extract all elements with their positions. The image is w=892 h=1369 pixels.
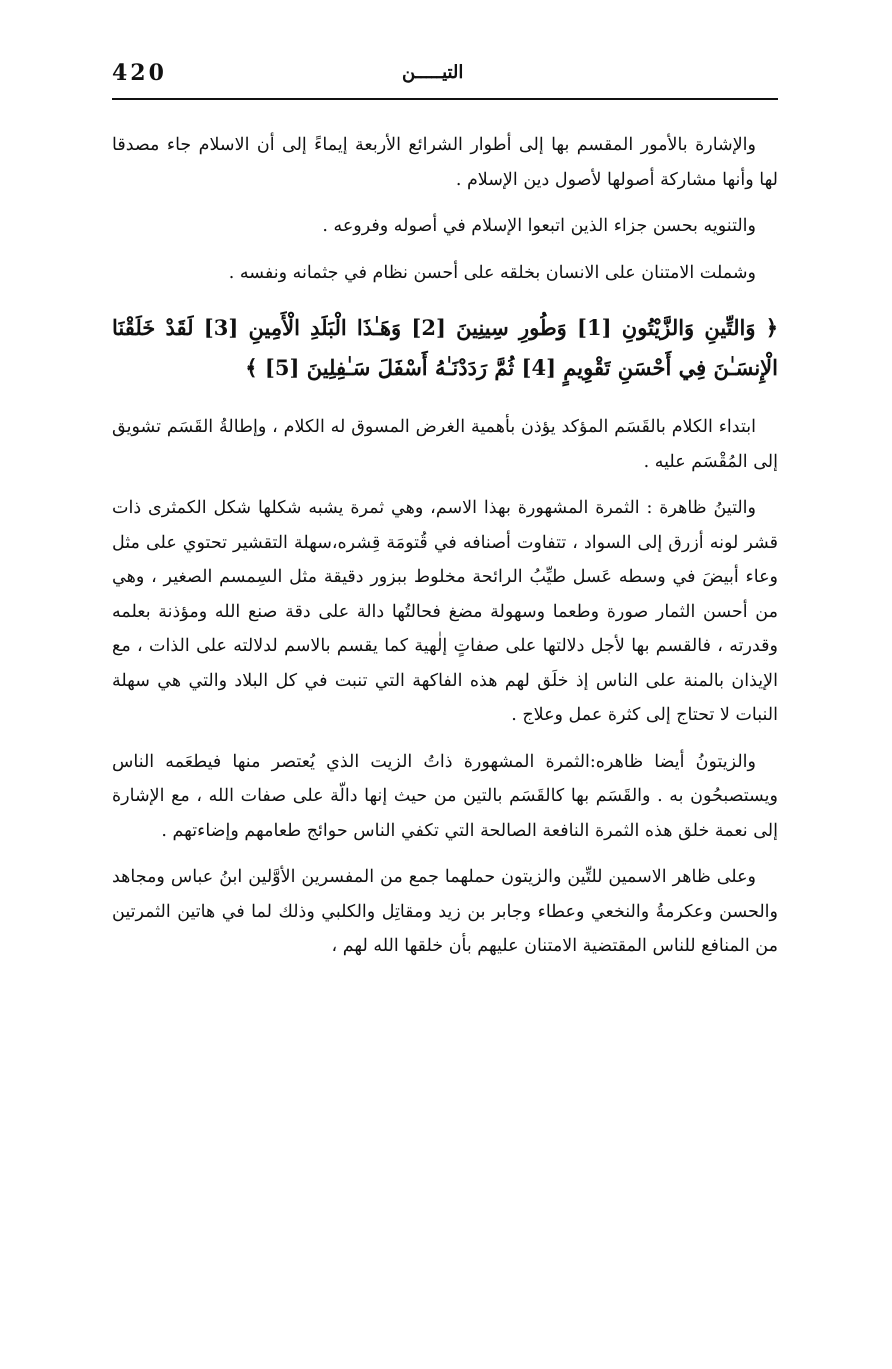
paragraph-4: ابتداء الكلام بالقَسَم المؤكد يؤذن بأهمية الغرض المسوق له الكلام ، وإطالةُ القَسَم تشويق إلى المُقْسَم عليه . — [112, 417, 778, 472]
page-body — [112, 128, 778, 976]
page-header — [112, 58, 778, 100]
paragraph-2: والتنويه بحسن جزاء الذين اتبعوا الإسلام في أصوله وفروعه . — [322, 216, 756, 236]
running-title: التيـــــن — [402, 62, 464, 83]
page-number: 420 — [112, 60, 167, 86]
quran-verses: ﴿ وَالتِّينِ وَالزَّيْتُونِ [1] وَطُورِ سِينِينَ [2] وَهَـٰذَا الْبَلَدِ الْأَمِينِ [3] لَقَدْ خَلَقْنَا الْإِنسَـٰنَ فِي أَحْسَنِ تَقْوِيمٍ [4] ثُمَّ رَدَدْنَـٰهُ أَسْفَلَ سَـٰفِلِينَ [5] ﴾ — [112, 315, 778, 380]
paragraph-1: والإشارة بالأمور المقسم بها إلى أطوار الشرائع الأربعة إيماءً إلى أن الاسلام جاء مصدقا لها وأنها مشاركة أصولها لأصول دين الإسلام . — [112, 135, 778, 190]
paragraph-5: والتينُ ظاهرة : الثمرة المشهورة بهذا الاسم، وهي ثمرة يشبه شكلها شكل الكمثرى ذات قشر لونه أزرق إلى السواد ، تتفاوت أصنافه في قُتومَة قِشره،سهلة التقشير تحتوي على مثل وعاء أبيضَ في وسطه عَسل طيِّبُ الرائحة مخلوط ببزور دقيقة مثل السِمسم الصغير ، وهي من أحسن الثمار صورة وطعما وسهولة مضغ فحالتُها دالة على دقة صنع الله ومؤذنة بعلمه وقدرته ، فالقسم بها لأجل دلالتها على صفاتٍ إلٰهية كما يقسم بالاسم لدلالته على الذات ، مع الإيذان بالمنة على الناس إذ خلَق لهم هذه الفاكهة التي تنبت في كل البلاد والتي هي سهلة النبات لا تحتاج إلى كثرة عمل وعلاج . — [112, 498, 778, 725]
paragraph-7: وعلى ظاهر الاسمين للتِّين والزيتون حملهما جمع من المفسرين الأوَّلين ابنُ عباس ومجاهد والحسن وعكرمةُ والنخعي وعطاء وجابر بن زيد ومقاتِل والكلبي وذلك لما في هاتين الثمرتين من المنافع للناس المقتضية الامتنان عليهم بأن خلقها الله لهم ، — [112, 867, 778, 956]
paragraph-3: وشملت الامتنان على الانسان بخلقه على أحسن نظام في جثمانه ونفسه . — [228, 262, 756, 283]
paragraph-6: والزيتونُ أيضا ظاهره:الثمرة المشهورة ذاتُ الزيت الذي يُعتصر منها فيطعَمه الناس ويستصبحُون به . والقَسَم بها كالقَسَم بالتين من حيث إنها دالّة على صفات الله ، مع الإشارة إلى نعمة خلق هذه الثمرة النافعة الصالحة التي تكفي الناس حوائج طعامهم وإضاءتهم . — [112, 751, 778, 841]
